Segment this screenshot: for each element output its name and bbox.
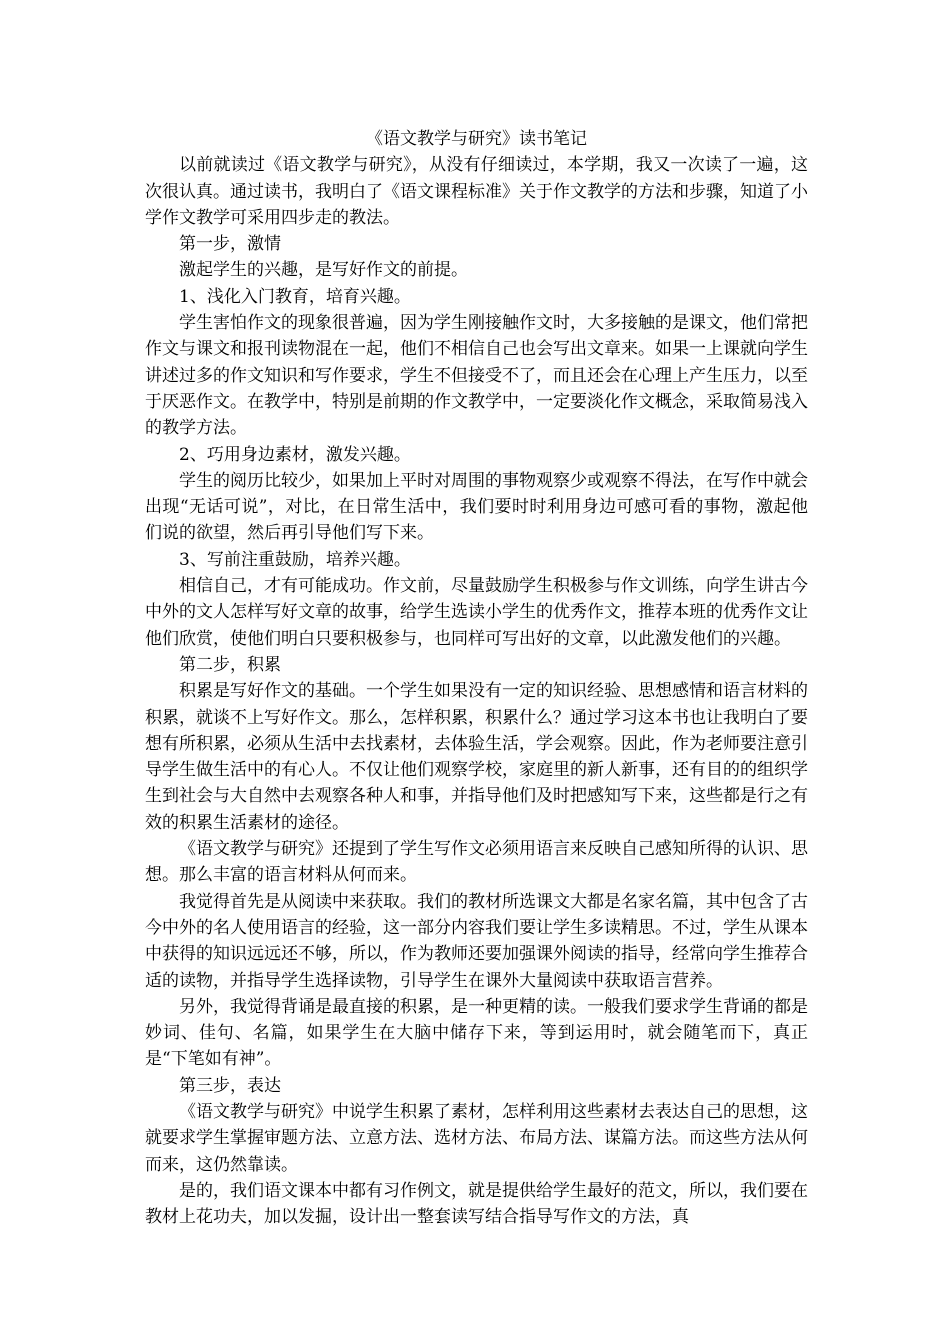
subheading: 1、浅化入门教育，培育兴趣。 — [179, 286, 411, 307]
paragraph-intro: 以前就读过《语文教学与研究》，从没有仔细读过，本学期，我又一次读了一遍，这次很认真。通过读书，我明白了《语文课程标准》关于作文教学的方法和步骤，知道了小学作文教学可采用四步走的教法。 — [145, 155, 808, 228]
paragraph: 是的，我们语文课本中都有习作例文，就是提供给学生最好的范文，所以，我们要在教材上花功夫，加以发掘，设计出一整套读写结合指导写作文的方法，真 — [145, 1180, 808, 1228]
heading-step-two: 第二步，积累 — [179, 654, 281, 675]
paragraph: 激起学生的兴趣，是写好作文的前提。 — [179, 260, 468, 281]
document-page — [145, 126, 808, 1230]
paragraph: 我觉得首先是从阅读中来获取。我们的教材所选课文大都是名家名篇，其中包含了古今中外的名人使用语言的经验，这一部分内容我们要让学生多读精思。不过，学生从课本中获得的知识远远还不够，所以，作为教师还要加强课外阅读的指导，经常向学生推荐合适的读物，并指导学生选择读物，引导学生在课外大量阅读中获取语言营养。 — [145, 891, 808, 991]
paragraph: 积累是写好作文的基础。一个学生如果没有一定的知识经验、思想感情和语言材料的积累，就谈不上写好作文。那么，怎样积累，积累什么？通过学习这本书也让我明白了要想有所积累，必须从生活中去找素材，去体验生活，学会观察。因此，作为老师要注意引导学生做生活中的有心人。不仅让他们观察学校，家庭里的新人新事，还有目的的组织学生到社会与大自然中去观察各种人和事，并指导他们及时把感知写下来，这些都是行之有效的积累生活素材的途径。 — [145, 681, 808, 833]
paragraph: 《语文教学与研究》还提到了学生写作文必须用语言来反映自己感知所得的认识、思想。那么丰富的语言材料从何而来。 — [145, 839, 808, 886]
paragraph: 学生的阅历比较少，如果加上平时对周围的事物观察少或观察不得法，在写作中就会出现“无话可说”，对比，在日常生活中，我们要时时利用身边可感可看的事物，激起他们说的欲望，然后再引导他们写下来。 — [145, 470, 808, 544]
paragraph: 学生害怕作文的现象很普遍，因为学生刚接触作文时，大多接触的是课文，他们常把作文与课文和报刊读物混在一起，他们不相信自己也会写出文章来。如果一上课就向学生讲述过多的作文知识和写作要求，学生不但接受不了，而且还会在心理上产生压力，以至于厌恶作文。在教学中，特别是前期的作文教学中，一定要淡化作文概念，采取简易浅入的教学方法。 — [145, 313, 808, 439]
heading-step-three: 第三步，表达 — [179, 1075, 281, 1096]
subheading: 2、巧用身边素材，激发兴趣。 — [179, 444, 411, 465]
document-title: 《语文教学与研究》读书笔记 — [366, 129, 587, 149]
subheading: 3、写前注重鼓励，培养兴趣。 — [179, 549, 411, 570]
paragraph: 另外，我觉得背诵是最直接的积累，是一种更精的读。一般我们要求学生背诵的都是妙词、佳句、名篇，如果学生在大脑中储存下来，等到运用时，就会随笔而下，真正是“下笔如有神”。 — [145, 996, 808, 1070]
paragraph: 相信自己，才有可能成功。作文前，尽量鼓励学生积极参与作文训练，向学生讲古今中外的文人怎样写好文章的故事，给学生选读小学生的优秀作文，推荐本班的优秀作文让他们欣赏，使他们明白只要积极参与，也同样可写出好的文章，以此激发他们的兴趣。 — [145, 576, 808, 649]
heading-step-one: 第一步，激情 — [179, 234, 281, 255]
paragraph: 《语文教学与研究》中说学生积累了素材，怎样利用这些素材去表达自己的思想，这就要求学生掌握审题方法、立意方法、选材方法、布局方法、谋篇方法。而这些方法从何而来，这仍然靠读。 — [145, 1101, 808, 1175]
